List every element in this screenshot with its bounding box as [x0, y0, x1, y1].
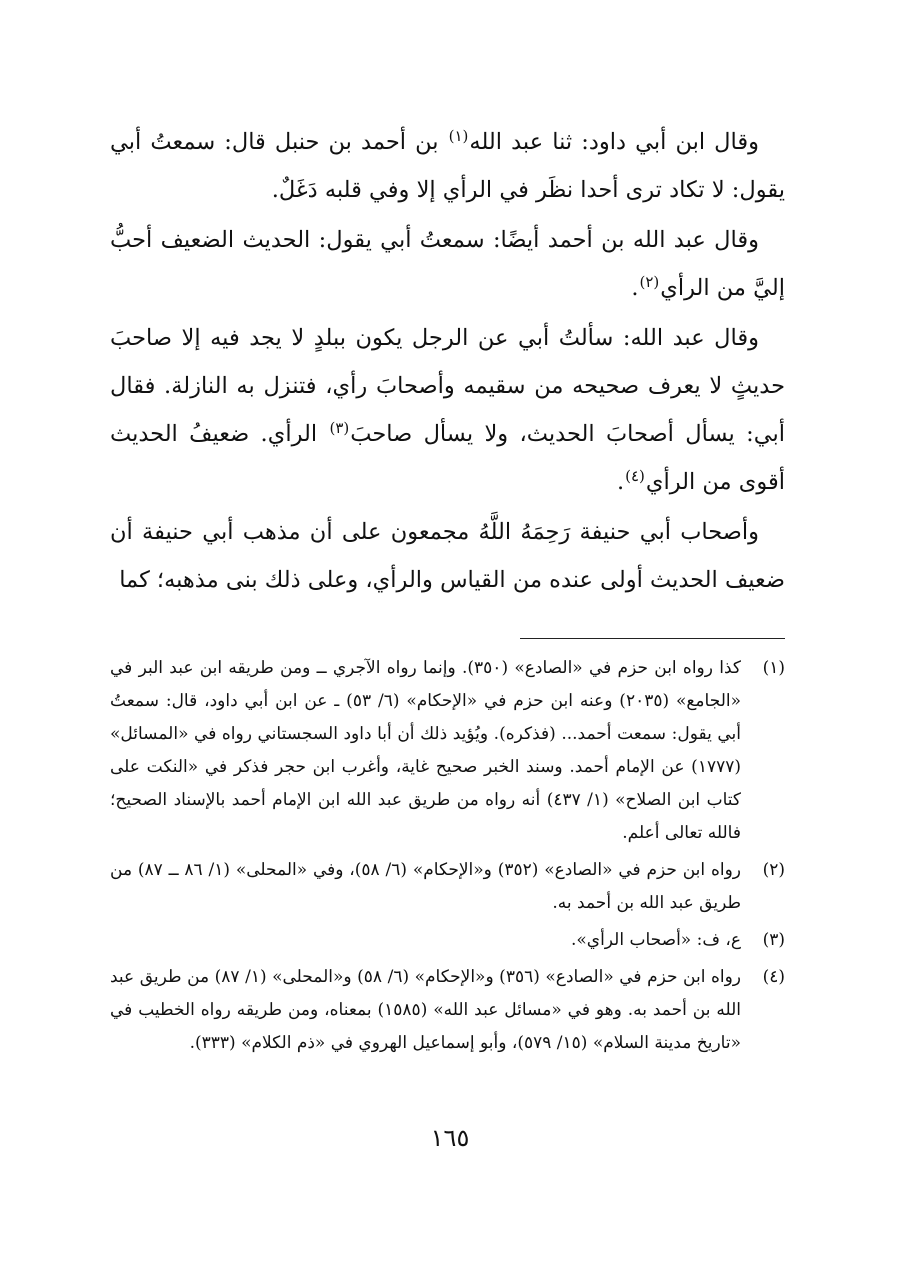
document-page — [110, 118, 785, 1064]
text-run: وقال عبد الله: سألتُ أبي عن الرجل يكون ببلدٍ لا يجد فيه إلا صاحبَ حديثٍ لا يعرف صحيحه من سقيمه وأصحابَ رأي، فتنزل به النازلة. فقال أبي: يسأل أصحابَ الحديث، ولا يسأل صاحبَ — [110, 325, 785, 447]
text-run: بن أحمد بن حنبل قال: سمعتُ أبي يقول: لا تكاد ترى أحدا نظَر في الرأي إلا وفي قلبه دَغَلٌ. — [110, 129, 785, 203]
footnote-text: كذا رواه ابن حزم في «الصادع» (٣٥٠). وإنما رواه الآجري ــ ومن طريقه ابن عبد البر في «الجامع» (٢٠٣٥) وعنه ابن حزم في «الإحكام» (٦/ ٥٣) ـ عن ابن أبي داود، قال: سمعتُ أبي يقول: سمعت أحمد... (فذكره). ويُؤيد ذلك أن أبا داود السجستاني رواه في «المسائل» (١٧٧٧) عن الإمام أحمد. وسند الخبر صحيح غاية، وأغرب ابن حجر فذكر في «النكت على كتاب ابن الصلاح» (١/ ٤٣٧) أنه رواه من طريق عبد الله ابن الإمام أحمد بالإسناد الصحيح؛ فالله تعالى أعلم. — [110, 658, 741, 843]
paragraph-1 — [110, 118, 785, 214]
text-run: وقال ابن أبي داود: ثنا عبد الله — [469, 129, 760, 155]
footnote-text: ع، ف: «أصحاب الرأي». — [570, 930, 741, 950]
footnote-ref-3: (٣) — [329, 419, 350, 437]
text-run: . — [631, 275, 639, 301]
text-run: وأصحاب أبي حنيفة رَحِمَهُ اللَّهُ مجمعون على أن مذهب أبي حنيفة أن ضعيف الحديث أولى عنده من القياس والرأي، وعلى ذلك بنى مذهبه؛ كما — [110, 519, 785, 593]
footnote-number: (٢) — [762, 860, 785, 880]
text-run: الرأي. ضعيفُ الحديث أقوى من الرأي — [110, 421, 785, 495]
main-text — [110, 118, 785, 604]
footnote-ref-4: (٤) — [625, 467, 645, 485]
footnote-3 — [110, 924, 785, 957]
footnote-number: (١) — [762, 658, 785, 678]
paragraph-3 — [110, 314, 785, 506]
footnote-1 — [110, 652, 785, 850]
footnote-text: رواه ابن حزم في «الصادع» (٣٥٢) و«الإحكام» (٦/ ٥٨)، وفي «المحلى» (١/ ٨٦ ــ ٨٧) من طريق عبد الله بن أحمد به. — [110, 860, 742, 913]
text-run: وقال عبد الله بن أحمد أيضًا: سمعتُ أبي يقول: الحديث الضعيف أحبُّ إليَّ من الرأي — [110, 227, 785, 301]
paragraph-4 — [110, 508, 785, 604]
footnote-number: (٤) — [762, 967, 785, 987]
text-run: . — [616, 469, 625, 495]
footnote-4 — [110, 961, 785, 1060]
paragraph-2 — [110, 216, 785, 312]
page-number: ١٦٥ — [430, 1124, 470, 1152]
footnote-separator — [520, 638, 785, 639]
footnote-2 — [110, 854, 785, 920]
footnote-text: رواه ابن حزم في «الصادع» (٣٥٦) و«الإحكام» (٦/ ٥٨) و«المحلى» (١/ ٨٧) من طريق عبد الله بن أحمد به. وهو في «مسائل عبد الله» (١٥٨٥) بمعناه، ومن طريقه رواه الخطيب في «تاريخ مدينة السلام» (١٥/ ٥٧٩)، وأبو إسماعيل الهروي في «ذم الكلام» (٣٣٣). — [110, 967, 741, 1053]
footnote-ref-2: (٢) — [639, 273, 660, 291]
footnote-ref-1: (١) — [448, 127, 469, 145]
footnote-number: (٣) — [762, 930, 785, 950]
footnotes — [110, 652, 785, 1060]
